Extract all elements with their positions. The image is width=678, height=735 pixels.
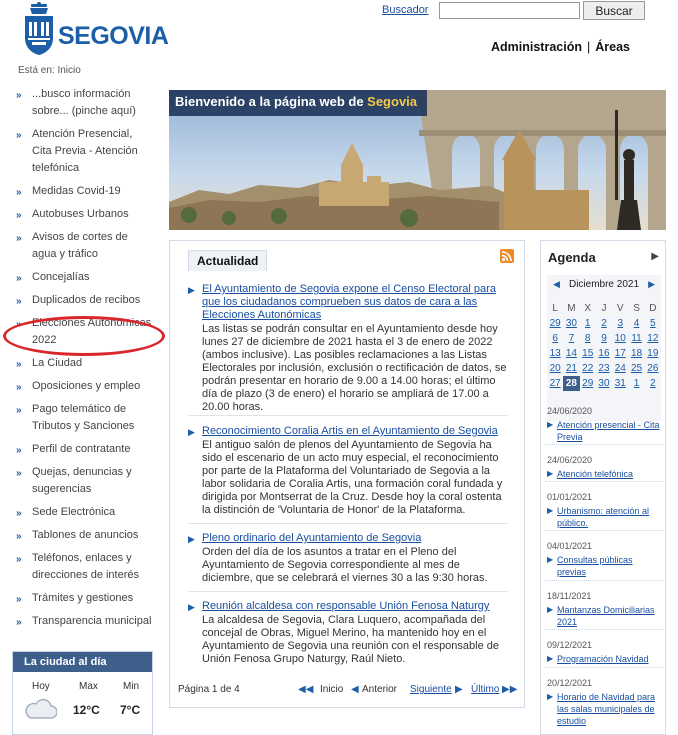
calendar-day[interactable]: 28	[563, 376, 579, 391]
calendar-day[interactable]: 19	[647, 348, 659, 359]
calendar-day[interactable]: 31	[614, 378, 626, 389]
calendar-day[interactable]: 15	[582, 348, 594, 359]
arrow-right-icon: ▶	[547, 420, 554, 429]
agenda-event-date: 24/06/2020	[547, 406, 593, 416]
sidebar-item-label: Transparencia municipal	[32, 615, 152, 627]
calendar-weekday: J	[601, 303, 607, 314]
news-title[interactable]: Reunión alcaldesa con responsable Unión Fenosa Naturgy	[202, 600, 490, 612]
agenda-next-icon[interactable]: ▶	[651, 251, 659, 262]
calendar-day[interactable]: 17	[614, 348, 626, 359]
divider	[188, 591, 508, 592]
calendar-day[interactable]: 12	[647, 333, 659, 344]
sidebar-item-label: La Ciudad	[32, 357, 83, 369]
page-indicator: Página 1 de 4	[178, 684, 240, 695]
calendar-day[interactable]: 13	[549, 348, 561, 359]
calendar-day[interactable]: 26	[647, 363, 659, 374]
arrow-right-icon: ▶	[547, 506, 554, 515]
news-panel	[169, 240, 525, 708]
sidebar-item[interactable]	[12, 378, 154, 395]
arrow-right-icon: ▶	[188, 602, 195, 612]
coat-of-arms-icon	[22, 2, 56, 58]
calendar-week-row	[547, 361, 661, 376]
banner-title	[169, 90, 427, 116]
nav-separator: |	[587, 40, 591, 54]
agenda-event-title: Programación Navidad	[557, 654, 649, 664]
calendar-day[interactable]: 27	[549, 378, 561, 389]
banner-title-prefix: Bienvenido a la página web de	[175, 94, 368, 109]
calendar-weekday: M	[567, 303, 576, 314]
agenda-event	[547, 541, 663, 578]
calendar-week-row	[547, 346, 661, 361]
prev-page-link[interactable]: Anterior	[362, 684, 398, 695]
agenda-event-date: 04/01/2021	[547, 541, 593, 551]
arrow-right-icon: ▶	[188, 427, 195, 437]
calendar-week-row	[547, 376, 661, 391]
divider	[188, 415, 508, 416]
calendar-weekday: X	[584, 303, 592, 314]
agenda-title[interactable]: Agenda	[548, 250, 596, 265]
first-page-link[interactable]: Inicio	[320, 684, 344, 695]
divider	[545, 444, 663, 445]
agenda-event-title: Urbanismo: atención al público.	[557, 506, 650, 528]
news-item	[188, 532, 508, 585]
arrow-right-icon: ▶	[547, 605, 554, 614]
segovia-logo[interactable]	[22, 2, 169, 58]
calendar-day[interactable]: 30	[565, 318, 577, 329]
calendar-day[interactable]: 30	[598, 378, 610, 389]
rss-icon[interactable]	[500, 249, 514, 263]
sidebar-item-label: Sede Electrónica	[32, 506, 116, 518]
agenda-event-link[interactable]	[547, 554, 663, 578]
sidebar-item-label: Perfil de contratante	[32, 443, 131, 455]
bullet-icon: »	[16, 273, 22, 284]
sidebar-item[interactable]	[12, 464, 154, 498]
calendar-day[interactable]: 18	[630, 348, 643, 359]
sidebar-item-label: Tablones de anuncios	[32, 529, 139, 541]
calendar-day[interactable]: 20	[549, 363, 561, 374]
calendar-day[interactable]: 1	[584, 318, 591, 329]
agenda-event-date: 09/12/2021	[547, 640, 593, 650]
divider	[188, 523, 508, 524]
weather-col-min: Min	[123, 681, 140, 692]
agenda-event-link[interactable]	[547, 691, 663, 727]
sidebar-item[interactable]	[12, 401, 154, 435]
calendar-month: Diciembre 2021	[568, 279, 640, 290]
search-input[interactable]	[439, 2, 580, 19]
calendar-day[interactable]: 6	[552, 333, 558, 344]
calendar-day[interactable]: 21	[565, 363, 577, 374]
search-link[interactable]: Buscador	[382, 4, 429, 16]
agenda-event-title: Consultas públicas previas	[557, 555, 633, 577]
calendar-day[interactable]: 8	[584, 333, 591, 344]
agenda-event	[547, 640, 663, 665]
calendar-day[interactable]: 10	[614, 333, 626, 344]
bullet-icon: »	[16, 319, 22, 330]
next-page-icon[interactable]: ▶	[455, 684, 463, 695]
agenda-event	[547, 678, 663, 727]
agenda-event-link[interactable]	[547, 419, 663, 443]
agenda-event-date: 20/12/2021	[547, 678, 593, 688]
arrow-right-icon: ▶	[547, 469, 554, 478]
sidebar-item-label: Pago telemático de Tributos y Sanciones	[32, 403, 135, 432]
calendar-day[interactable]: 29	[582, 378, 594, 389]
sidebar-item[interactable]	[12, 269, 154, 286]
news-body: La alcaldesa de Segovia, Clara Luquero, acompañada del concejal de Obras, Miguel Merino, ha mantenido hoy en el Ayuntamiento de Segovia una reunión con el responsable de Unión Fenosa Grupo Naturgy, Raúl Nieto.	[202, 614, 500, 665]
sidebar-item-label: Atención Presencial, Cita Previa - Atención telefónica	[32, 128, 138, 174]
arrow-right-icon: ▶	[547, 692, 554, 701]
prev-page-icon[interactable]: ◀	[351, 684, 359, 695]
agenda-event-link[interactable]	[547, 505, 663, 529]
calendar-day[interactable]: 29	[549, 318, 561, 329]
agenda-event-link[interactable]	[547, 604, 663, 628]
site-header	[0, 0, 678, 62]
bullet-icon: »	[16, 296, 22, 307]
divider	[545, 629, 663, 630]
weather-min-value: 7°C	[120, 703, 141, 717]
calendar-day[interactable]: 9	[601, 333, 607, 344]
divider	[545, 530, 663, 531]
nav-areas[interactable]: Áreas	[595, 40, 630, 54]
news-item	[188, 600, 508, 666]
weather-max-value: 12°C	[73, 703, 100, 717]
arrow-right-icon: ▶	[547, 555, 554, 564]
news-title[interactable]: Reconocimiento Coralia Artis en el Ayuntamiento de Segovia	[202, 425, 498, 437]
bullet-icon: »	[16, 382, 22, 393]
breadcrumb: Está en: Inicio	[18, 65, 81, 76]
sidebar-item[interactable]	[12, 292, 154, 309]
logo-wordmark: SEGOVIA	[58, 22, 169, 50]
calendar-day[interactable]: 23	[598, 363, 610, 374]
bullet-icon: »	[16, 617, 22, 628]
search-button[interactable]: Buscar	[583, 1, 645, 20]
calendar-day[interactable]: 2	[601, 318, 607, 329]
sidebar-item[interactable]	[12, 206, 154, 223]
calendar-weekday: S	[633, 303, 640, 314]
sidebar-item[interactable]	[12, 441, 154, 458]
sidebar-item[interactable]	[12, 355, 154, 372]
bullet-icon: »	[16, 233, 22, 244]
calendar-day[interactable]: 3	[617, 318, 624, 329]
sidebar-item[interactable]	[12, 229, 154, 263]
sidebar-item-label: Medidas Covid-19	[32, 185, 121, 197]
calendar-day[interactable]: 24	[614, 363, 626, 374]
rss-glyph	[500, 249, 514, 263]
sidebar-item-label: Avisos de cortes de agua y tráfico	[32, 231, 128, 260]
sidebar-item[interactable]	[12, 613, 154, 630]
calendar-day[interactable]: 14	[565, 348, 577, 359]
sidebar-item-label: Trámites y gestiones	[32, 592, 134, 604]
calendar-day[interactable]: 22	[582, 363, 594, 374]
bullet-icon: »	[16, 130, 22, 141]
agenda-event-link[interactable]	[547, 468, 663, 480]
sidebar-item[interactable]	[12, 527, 154, 544]
news-body: Orden del día de los asuntos a tratar en el Pleno del Ayuntamiento de Segovia correspondiente al mes de diciembre, que se celebrará el viernes 30 a las 9:30 horas.	[202, 546, 488, 584]
bullet-icon: »	[16, 508, 22, 519]
top-nav	[491, 40, 630, 54]
agenda-event	[547, 455, 663, 480]
cloud-icon	[23, 696, 57, 720]
calendar-day[interactable]: 25	[630, 363, 643, 374]
calendar-day[interactable]: 1	[633, 378, 640, 389]
news-item	[188, 425, 508, 517]
bullet-icon: »	[16, 531, 22, 542]
calendar-weekday: L	[552, 303, 558, 314]
arrow-right-icon: ▶	[547, 654, 554, 663]
highlight-annotation	[3, 316, 165, 356]
bullet-icon: »	[16, 187, 22, 198]
news-title[interactable]: Pleno ordinario del Ayuntamiento de Segovia	[202, 532, 422, 544]
calendar-day[interactable]: 4	[633, 318, 640, 329]
news-tab[interactable]: Actualidad	[188, 250, 267, 271]
sidebar-item[interactable]	[12, 126, 154, 177]
arrow-right-icon: ▶	[188, 285, 195, 295]
agenda-event-title: Mantanzas Domiciliarias 2021	[557, 605, 655, 627]
welcome-banner[interactable]	[169, 90, 666, 230]
calendar-weekday: D	[649, 303, 657, 314]
calendar	[547, 275, 661, 421]
sidebar-item-label: Duplicados de recibos	[32, 294, 141, 306]
bullet-icon: »	[16, 554, 22, 565]
calendar-day[interactable]: 2	[650, 378, 656, 389]
calendar-grid	[547, 301, 661, 391]
bullet-icon: »	[16, 405, 22, 416]
first-page-icon[interactable]: ◀◀	[298, 684, 314, 695]
calendar-day[interactable]: 7	[568, 333, 575, 344]
bullet-icon: »	[16, 445, 22, 456]
agenda-event	[547, 591, 663, 628]
next-page-link[interactable]: Siguiente	[410, 684, 452, 695]
weather-widget	[12, 651, 153, 735]
calendar-day[interactable]: 11	[631, 333, 642, 344]
divider	[545, 667, 663, 668]
sidebar-item-label: Autobuses Urbanos	[32, 208, 129, 220]
weather-col-today: Hoy	[32, 681, 50, 692]
sidebar-item-label: Oposiciones y empleo	[32, 380, 141, 392]
agenda-event	[547, 406, 663, 443]
calendar-weekday: V	[616, 303, 624, 314]
sidebar-item-label: Concejalías	[32, 271, 90, 283]
calendar-day[interactable]: 16	[598, 348, 610, 359]
calendar-next-icon[interactable]: ▶	[648, 279, 655, 289]
sidebar-item-label: Elecciones Autonómicas 2022	[32, 317, 152, 346]
news-item	[188, 283, 508, 414]
agenda-event	[547, 492, 663, 529]
sidebar-item[interactable]	[12, 550, 154, 584]
bullet-icon: »	[16, 594, 22, 605]
news-body: El antiguo salón de plenos del Ayuntamiento de Segovia ha sido el escenario de un acto muy especial, el reconocimiento por parte de la Plataforma del Voluntariado de Segovia a la labor solidaria de Coralia Artis, una formación coral fundada y dirigida por Montserrat de la Cruz. Desde hoy la coral ostenta la distinción de 'Voluntaria de Honor' de la Plataforma.	[202, 439, 503, 516]
agenda-event-date: 01/01/2021	[547, 492, 593, 502]
last-page-link[interactable]: Último	[471, 684, 500, 695]
sidebar-item[interactable]	[12, 86, 154, 120]
divider	[545, 580, 663, 581]
bullet-icon: »	[16, 468, 22, 479]
news-body: Las listas se podrán consultar en el Ayuntamiento desde hoy lunes 27 de diciembre de 2021 hasta el 3 de enero de 2022 (ambos inclusive). Las posibles reclamaciones a las Listas Electorales por inclusión, exclusión o rectificación de datos, se podrán presentar en horario de 9.00 a 14.00 horas; el último día de plazo (3 de enero) el horario se ampliará de 17.00 a 20.00 horas.	[202, 323, 507, 413]
arrow-right-icon: ▶	[188, 534, 195, 544]
weather-title: La ciudad al día	[13, 652, 152, 672]
sidebar-item[interactable]	[12, 504, 154, 521]
banner-title-city: Segovia	[367, 94, 418, 109]
agenda-event-title: Atención presencial - Cita Previa	[557, 420, 660, 442]
sidebar-item-label: Teléfonos, enlaces y direcciones de interés	[32, 552, 140, 581]
divider	[545, 481, 663, 482]
nav-administracion[interactable]: Administración	[491, 40, 582, 54]
agenda-event-date: 24/06/2020	[547, 455, 593, 465]
weather-col-max: Max	[79, 681, 98, 692]
bullet-icon: »	[16, 210, 22, 221]
agenda-event-date: 18/11/2021	[547, 591, 592, 601]
calendar-week-row	[547, 316, 661, 331]
last-page-icon[interactable]: ▶▶	[502, 684, 518, 695]
sidebar-item-label: ...busco información sobre... (pinche aquí)	[32, 88, 136, 117]
calendar-prev-icon[interactable]: ◀	[553, 279, 560, 289]
sidebar-item[interactable]	[12, 183, 154, 200]
sidebar-item-label: Quejas, denuncias y sugerencias	[32, 466, 132, 495]
bullet-icon: »	[16, 90, 22, 101]
news-title[interactable]: El Ayuntamiento de Segovia expone el Censo Electoral para que los ciudadanos comprueben sus datos de cara a las Elecciones Autonómicas	[202, 283, 496, 321]
agenda-event-link[interactable]	[547, 653, 663, 665]
bullet-icon: »	[16, 359, 22, 370]
calendar-weekday-row	[547, 301, 661, 316]
sidebar-menu	[12, 86, 154, 636]
agenda-event-title: Atención telefónica	[557, 469, 634, 479]
agenda-event-title: Horario de Navidad para las salas municipales de estudio	[557, 692, 656, 726]
sidebar-item[interactable]	[12, 590, 154, 607]
calendar-day[interactable]: 5	[650, 318, 656, 329]
agenda-panel	[540, 240, 666, 735]
calendar-week-row	[547, 331, 661, 346]
